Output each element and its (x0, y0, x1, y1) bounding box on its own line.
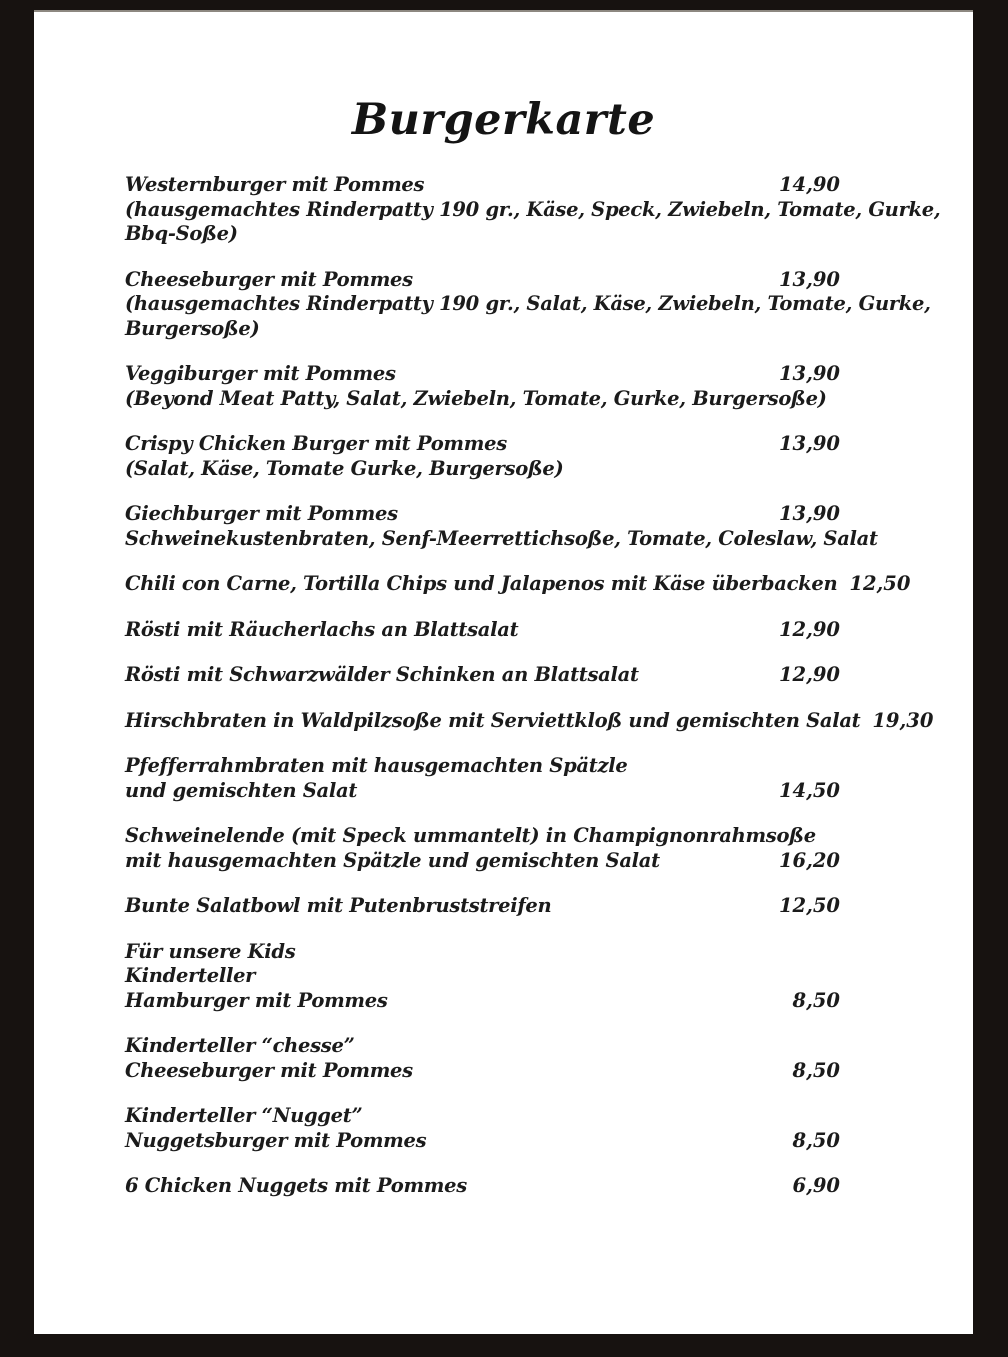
menu-item-line (125, 1104, 840, 1129)
menu-item-text: mit hausgemachten Spätzle und gemischten Salat (125, 848, 660, 872)
menu-items (125, 173, 941, 1199)
menu-item (125, 432, 840, 481)
menu-item-text: Nuggetsburger mit Pommes (125, 1128, 427, 1152)
menu-item-price: 16,20 (778, 848, 840, 872)
menu-item (125, 824, 840, 873)
menu-item-line (125, 222, 840, 247)
menu-item-text: Kinderteller “Nugget” (125, 1104, 363, 1128)
menu-item-price: 13,90 (778, 432, 840, 456)
menu-item-line (125, 362, 840, 387)
menu-item-text: Rösti mit Räucherlachs an Blattsalat (125, 617, 519, 641)
menu-item-line (125, 940, 840, 965)
menu-title: Burgerkarte (351, 95, 656, 145)
menu-item (125, 1034, 840, 1083)
menu-item-text: (hausgemachtes Rinderpatty 190 gr., Salat, Käse, Zwiebeln, Tomate, Gurke, (125, 292, 931, 316)
menu-item-text: Giechburger mit Pommes (125, 502, 398, 526)
menu-item-text: Für unsere Kids (125, 939, 296, 963)
menu-item-price: 8,50 (792, 988, 840, 1012)
menu-item-text: Chili con Carne, Tortilla Chips und Jalapenos mit Käse überbacken (125, 572, 838, 596)
menu-item-price: 19,30 (872, 708, 934, 732)
menu-item-price: 13,90 (778, 267, 840, 291)
menu-item-line (125, 1174, 840, 1199)
menu-item-line (125, 1034, 840, 1059)
menu-item-text: 6 Chicken Nuggets mit Pommes (125, 1174, 467, 1198)
menu-item-line (125, 754, 840, 779)
menu-item-line (125, 173, 840, 198)
menu-item-text: Schweinelende (mit Speck ummantelt) in Champignonrahmsoße (125, 824, 816, 848)
menu-item (125, 572, 911, 597)
menu-item-price: 14,50 (778, 778, 840, 802)
menu-item (125, 267, 931, 342)
menu-item-price: 13,90 (778, 362, 840, 386)
menu-item-text: Veggiburger mit Pommes (125, 362, 396, 386)
menu-item-line (125, 292, 931, 317)
menu-item-line (125, 894, 840, 919)
menu-item (125, 663, 840, 688)
menu-item-line (125, 663, 840, 688)
menu-item-price: 8,50 (792, 1058, 840, 1082)
menu-item (125, 894, 840, 919)
menu-item-line (125, 989, 840, 1014)
menu-item-line (125, 197, 941, 223)
menu-item-text: (Salat, Käse, Tomate Gurke, Burgersoße) (125, 456, 564, 480)
menu-item-text: Kinderteller “chesse” (125, 1034, 355, 1058)
menu-item-line (125, 432, 840, 457)
menu-item-price: 12,50 (778, 894, 840, 918)
menu-item (125, 1104, 840, 1153)
menu-item-line (125, 526, 878, 552)
menu-item-line (125, 1129, 840, 1154)
menu-item-line (125, 964, 840, 989)
menu-item-text: Rösti mit Schwarzwälder Schinken an Blattsalat (125, 663, 639, 687)
menu-item-text: Bunte Salatbowl mit Putenbruststreifen (125, 894, 552, 918)
menu-item-text: Pfefferrahmbraten mit hausgemachten Spätzle (125, 754, 628, 778)
menu-item (125, 754, 840, 803)
menu-item-text: Bbq-Soße) (125, 222, 238, 246)
menu-item-text: und gemischten Salat (125, 778, 358, 802)
menu-item-price: 14,90 (778, 173, 840, 197)
menu-item-price: 13,90 (778, 502, 840, 526)
menu-item-line (125, 618, 840, 643)
menu-item-line (125, 317, 840, 342)
menu-item-text: Kinderteller (125, 964, 256, 988)
menu-item (125, 618, 840, 643)
menu-item-text: (Beyond Meat Patty, Salat, Zwiebeln, Tomate, Gurke, Burgersoße) (125, 386, 827, 410)
menu-item-text: Burgersoße) (125, 316, 260, 340)
menu-item-price: 8,50 (792, 1128, 840, 1152)
menu-item (125, 1174, 840, 1199)
menu-item (125, 708, 934, 734)
menu-item-text: Schweinekustenbraten, Senf-Meerrettichsoße, Tomate, Coleslaw, Salat (125, 526, 878, 550)
menu-item-text: Westernburger mit Pommes (125, 173, 425, 197)
menu-item (125, 173, 941, 247)
menu-item-text: (hausgemachtes Rinderpatty 190 gr., Käse, Speck, Zwiebeln, Tomate, Gurke, (125, 197, 941, 221)
menu-item (125, 362, 840, 411)
menu-item-price: 6,90 (792, 1174, 840, 1198)
menu-item-line (125, 387, 840, 412)
menu-item-price: 12,90 (778, 617, 840, 641)
menu-item-line (125, 708, 934, 734)
menu-item-text: Hirschbraten in Waldpilzsoße mit Serviettkloß und gemischten Salat (125, 708, 861, 732)
menu-item-line (125, 1059, 840, 1084)
menu-item-text: Cheeseburger mit Pommes (125, 1058, 413, 1082)
menu-item-text: Cheeseburger mit Pommes (125, 267, 413, 291)
menu-page (34, 10, 973, 1334)
menu-item (125, 502, 878, 551)
menu-item-line (125, 824, 840, 849)
menu-item-price: 12,50 (849, 572, 911, 596)
menu-item-line (125, 268, 840, 293)
menu-item-text: Hamburger mit Pommes (125, 988, 388, 1012)
menu-item (125, 940, 840, 1014)
menu-item-line (125, 849, 840, 874)
menu-item-text: Crispy Chicken Burger mit Pommes (125, 432, 507, 456)
menu-item-price: 12,90 (778, 663, 840, 687)
menu-item-line (125, 779, 840, 804)
menu-item-line (125, 572, 911, 597)
menu-item-line (125, 502, 840, 527)
menu-item-line (125, 457, 840, 482)
